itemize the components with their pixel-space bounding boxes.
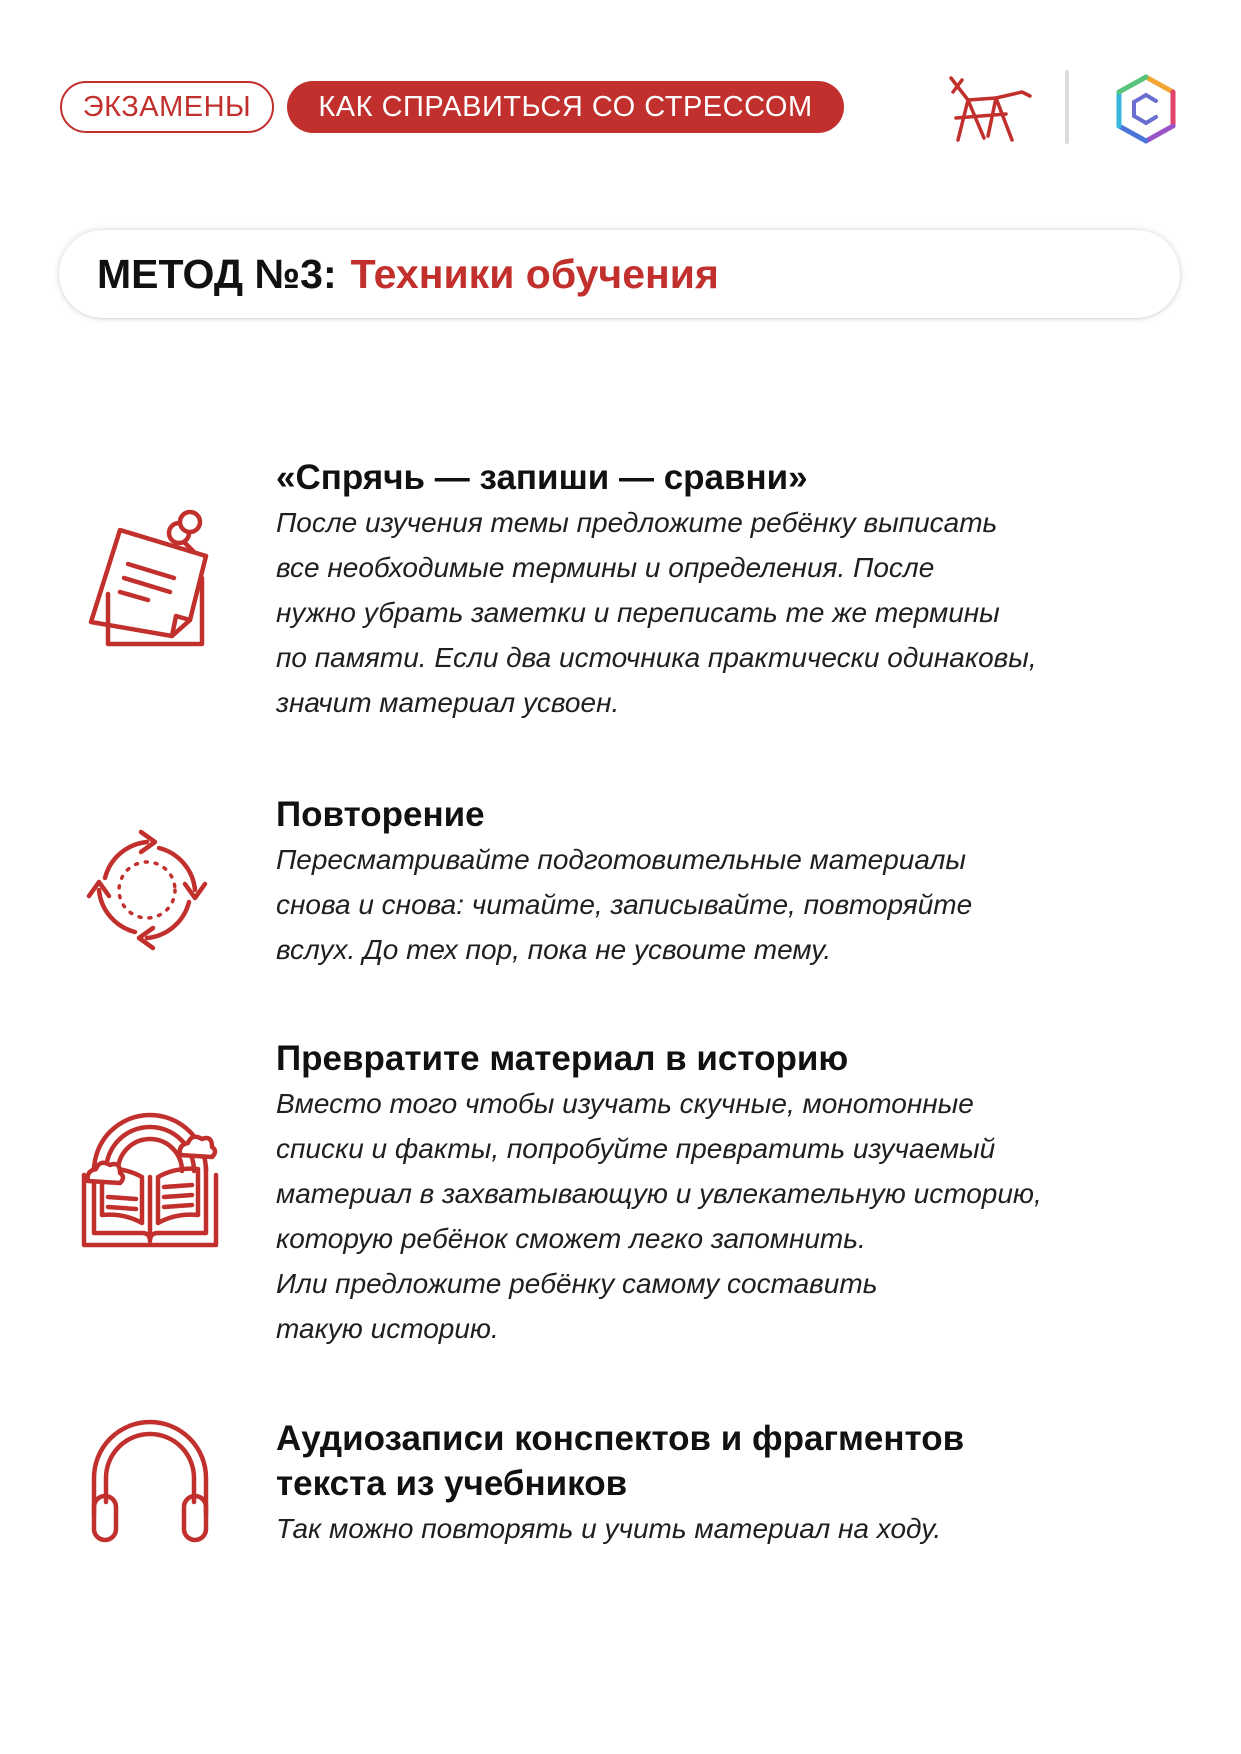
technique-repetition (276, 792, 1176, 972)
cycle-arrows-icon (77, 820, 217, 960)
technique-hide-write-compare (276, 455, 1176, 725)
technique-title: Повторение (276, 795, 485, 834)
technique-audio (276, 1416, 1176, 1551)
method-number: МЕТОД №3: (97, 250, 337, 297)
hexagon-logo-icon (1114, 73, 1178, 145)
header-divider (1065, 70, 1069, 144)
tag-exams[interactable]: ЭКЗАМЕНЫ (60, 81, 274, 133)
technique-title: Аудиозаписи конспектов и фрагментов текста из учебников (276, 1419, 965, 1503)
horse-logo-icon (948, 74, 1032, 144)
technique-title: «Спрячь — запиши — сравни» (276, 458, 808, 497)
technique-text: После изучения темы предложите ребёнку выписать все необходимые термины и определения. После нужно убрать заметки и переписать те же термины по памяти. Если два источника практически одинаковы, значит материал усвоен. (276, 507, 1037, 718)
tag-stress-topic[interactable]: КАК СПРАВИТЬСЯ СО СТРЕССОМ (287, 81, 844, 133)
headphones-icon (86, 1414, 214, 1544)
method-title-bar (59, 230, 1180, 318)
technique-title: Превратите материал в историю (276, 1039, 849, 1078)
technique-text: Вместо того чтобы изучать скучные, монотонные списки и факты, попробуйте превратить изучаемый материал в захватывающую и увлекательную историю, которую ребёнок сможет легко запомнить. Или предложите ребёнку самому составить такую историю. (276, 1088, 1042, 1344)
method-title: Техники обучения (350, 250, 719, 297)
pinned-note-icon (86, 508, 210, 652)
technique-story (276, 1036, 1176, 1351)
storybook-rainbow-icon (80, 1105, 220, 1253)
technique-text: Так можно повторять и учить материал на ходу. (276, 1513, 942, 1544)
technique-text: Пересматривайте подготовительные материалы снова и снова: читайте, записывайте, повторяйте вслух. До тех пор, пока не усвоите тему. (276, 844, 973, 965)
